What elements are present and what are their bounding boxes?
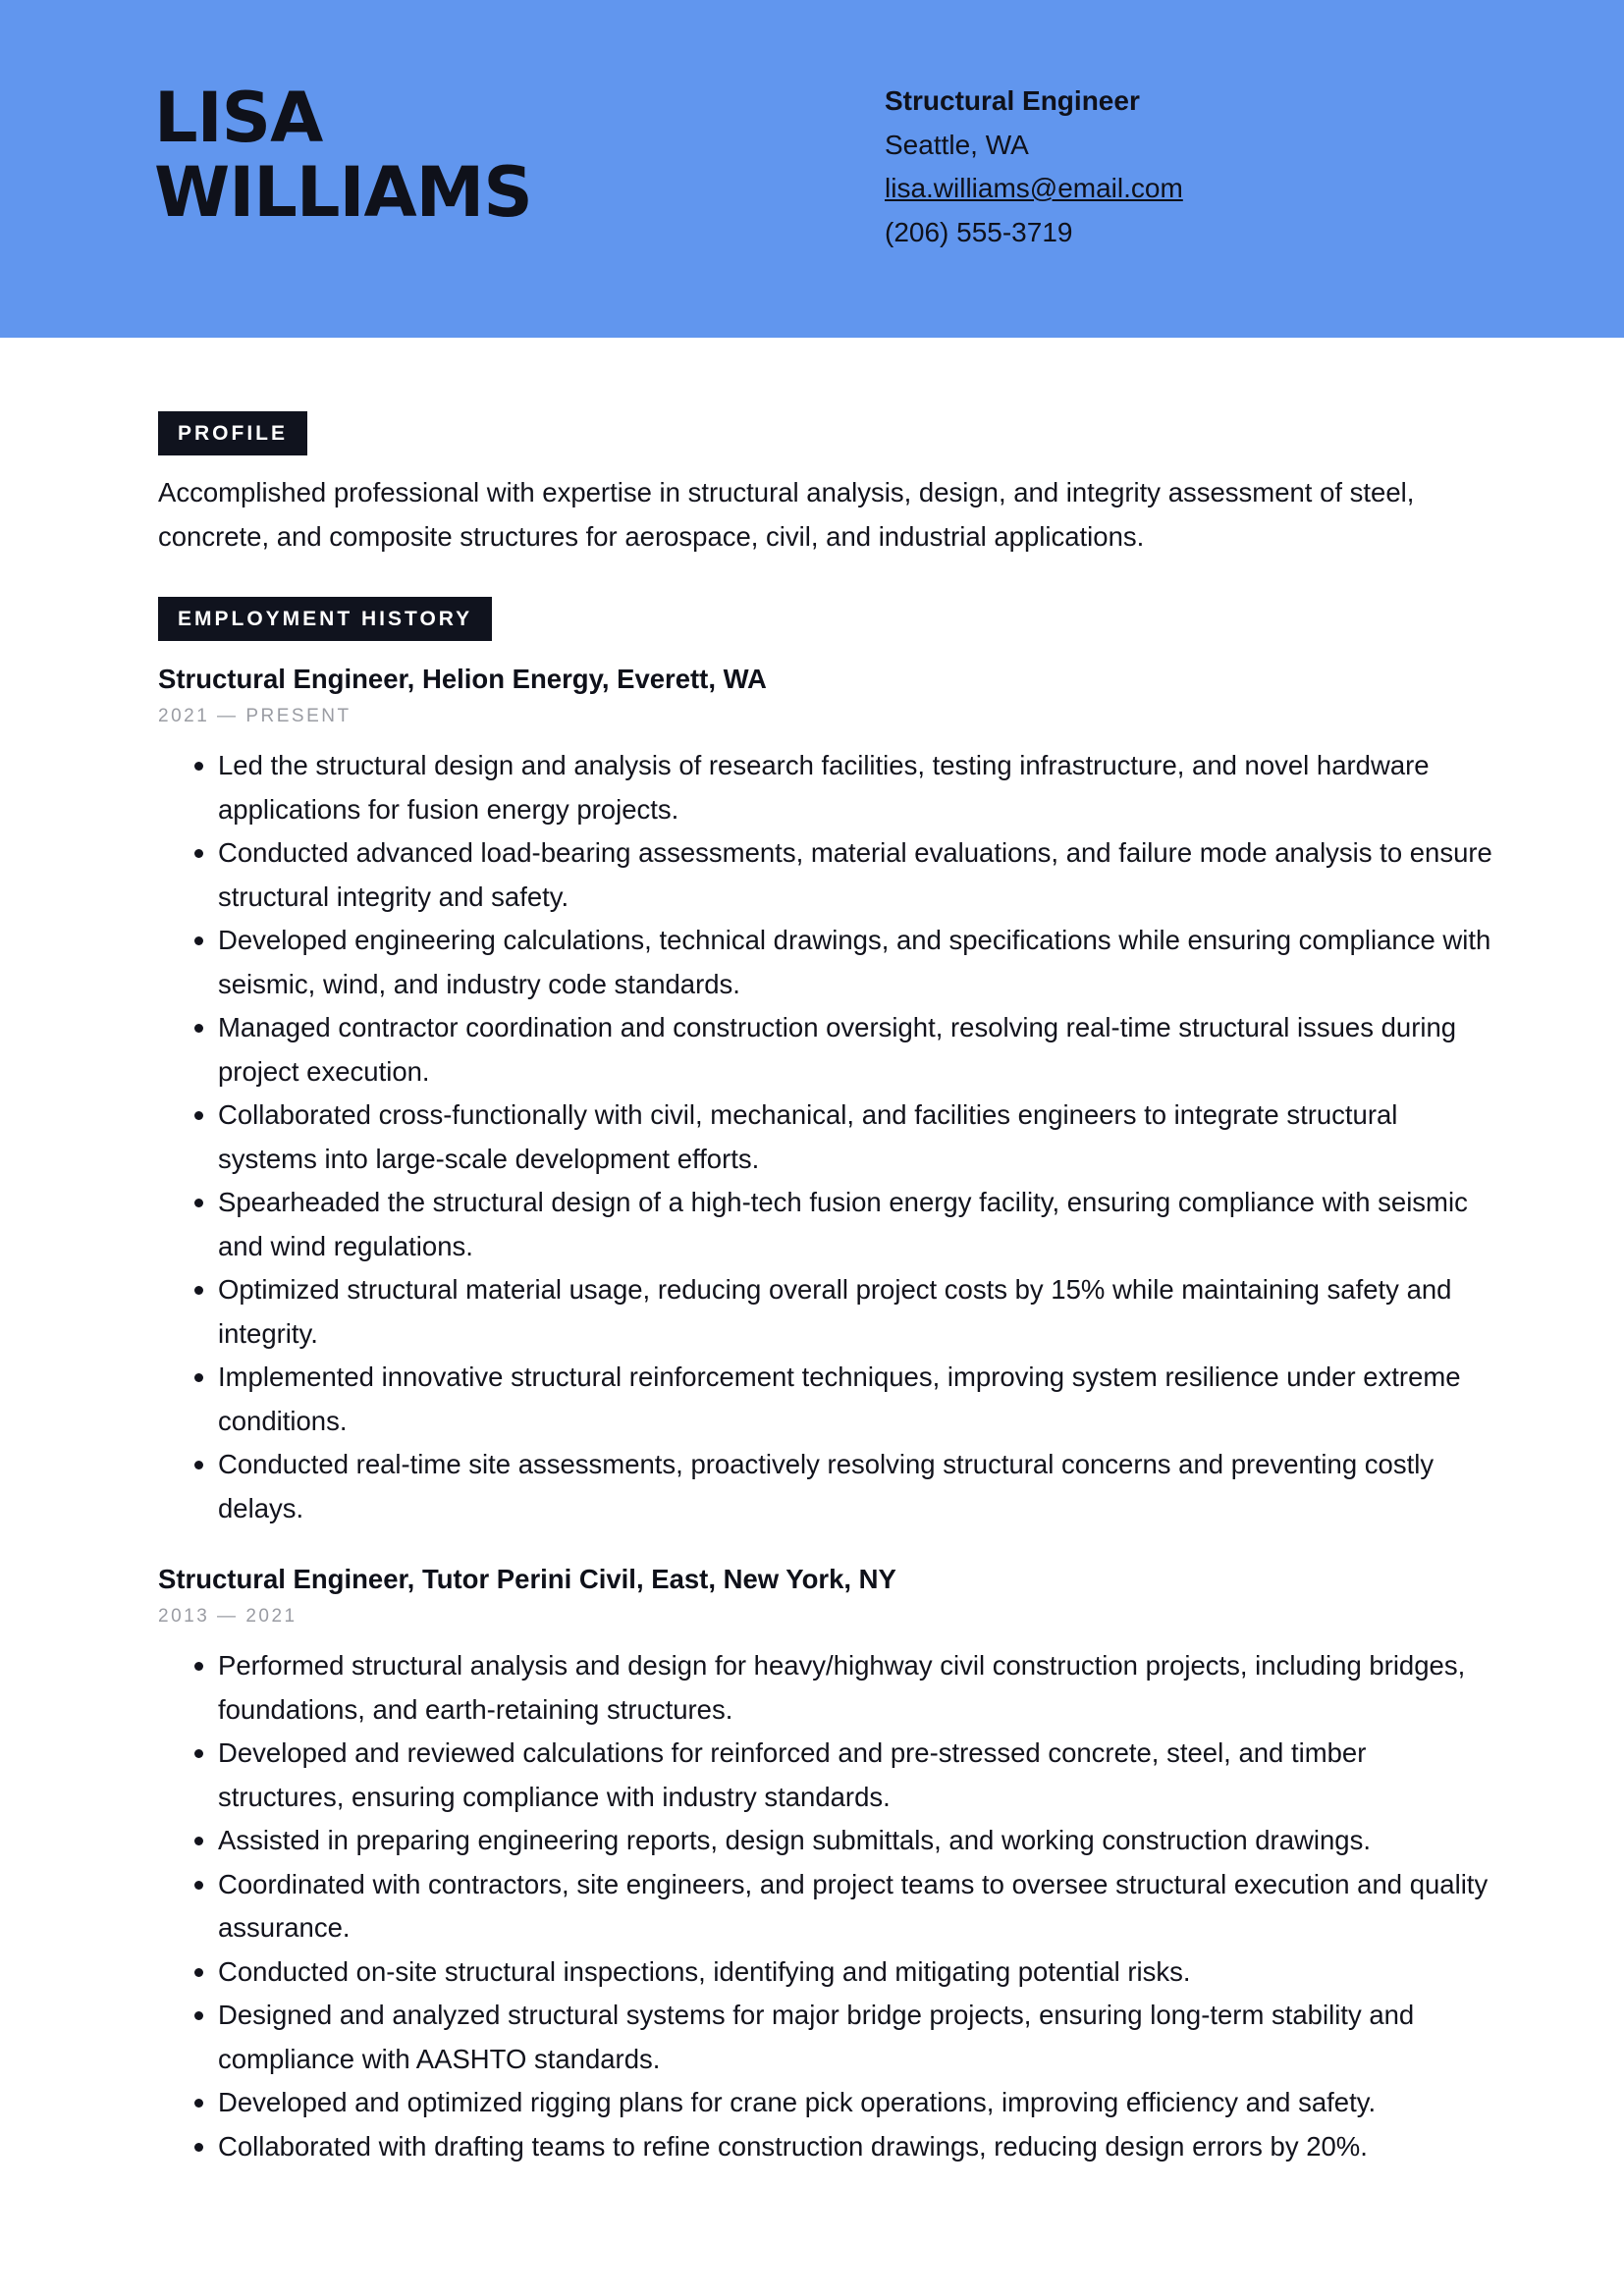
job-bullet: Conducted on-site structural inspections, identifying and mitigating potential risks. (158, 1950, 1493, 1995)
job-bullet: Managed contractor coordination and construction oversight, resolving real-time structural issues during project execution. (158, 1006, 1493, 1094)
job-bullet: Coordinated with contractors, site engineers, and project teams to oversee structural execution and quality assurance. (158, 1863, 1493, 1950)
profile-heading: PROFILE (158, 411, 307, 455)
name-first: LISA (154, 78, 323, 158)
employment-heading: EMPLOYMENT HISTORY (158, 597, 492, 641)
contact-block (885, 80, 1183, 254)
job-entry (158, 660, 1493, 1530)
job-bullet: Collaborated cross-functionally with civil, mechanical, and facilities engineers to integrate structural systems into large-scale development efforts. (158, 1094, 1493, 1181)
job-bullet: Led the structural design and analysis of research facilities, testing infrastructure, and novel hardware applications for fusion energy projects. (158, 744, 1493, 831)
job-bullet-list (158, 1644, 1493, 2168)
header-banner (0, 0, 1624, 338)
job-bullet: Collaborated with drafting teams to refine construction drawings, reducing design errors by 20%. (158, 2125, 1493, 2169)
job-bullet: Conducted advanced load-bearing assessments, material evaluations, and failure mode analysis to ensure structural integrity and safety. (158, 831, 1493, 919)
job-bullet: Developed and optimized rigging plans for crane pick operations, improving efficiency and safety. (158, 2081, 1493, 2125)
job-bullet: Designed and analyzed structural systems for major bridge projects, ensuring long-term stability and compliance with AASHTO standards. (158, 1994, 1493, 2081)
job-title: Structural Engineer (885, 85, 1140, 116)
name-last: WILLIAMS (154, 152, 532, 233)
job-entry-title: Structural Engineer, Helion Energy, Everett, WA (158, 664, 767, 694)
job-bullet: Performed structural analysis and design for heavy/highway civil construction projects, including bridges, foundations, and earth-retaining structures. (158, 1644, 1493, 1732)
job-bullet-list (158, 744, 1493, 1530)
job-bullet: Developed and reviewed calculations for reinforced and pre-stressed concrete, steel, and timber structures, ensuring compliance with industry standards. (158, 1732, 1493, 1819)
job-bullet: Spearheaded the structural design of a high-tech fusion energy facility, ensuring compliance with seismic and wind regulations. (158, 1181, 1493, 1268)
job-bullet: Optimized structural material usage, reducing overall project costs by 15% while maintaining safety and integrity. (158, 1268, 1493, 1356)
email-link[interactable]: lisa.williams@email.com (885, 173, 1183, 203)
job-entry-dates: 2013 — 2021 (158, 1606, 298, 1627)
job-entry-title: Structural Engineer, Tutor Perini Civil, East, New York, NY (158, 1564, 896, 1594)
phone: (206) 555-3719 (885, 216, 1073, 247)
job-entry-dates: 2021 — PRESENT (158, 706, 352, 726)
job-bullet: Assisted in preparing engineering reports, design submittals, and working construction drawings. (158, 1819, 1493, 1863)
job-bullet: Conducted real-time site assessments, proactively resolving structural concerns and preventing costly delays. (158, 1443, 1493, 1530)
profile-summary: Accomplished professional with expertise in structural analysis, design, and integrity assessment of steel, concrete, and composite structures for aerospace, civil, and industrial applications. (158, 477, 1415, 552)
candidate-name (154, 78, 532, 233)
job-bullet: Developed engineering calculations, technical drawings, and specifications while ensuring compliance with seismic, wind, and industry code standards. (158, 919, 1493, 1006)
job-bullet: Implemented innovative structural reinforcement techniques, improving system resilience under extreme conditions. (158, 1356, 1493, 1443)
location: Seattle, WA (885, 129, 1029, 160)
job-entry (158, 1560, 1493, 2168)
